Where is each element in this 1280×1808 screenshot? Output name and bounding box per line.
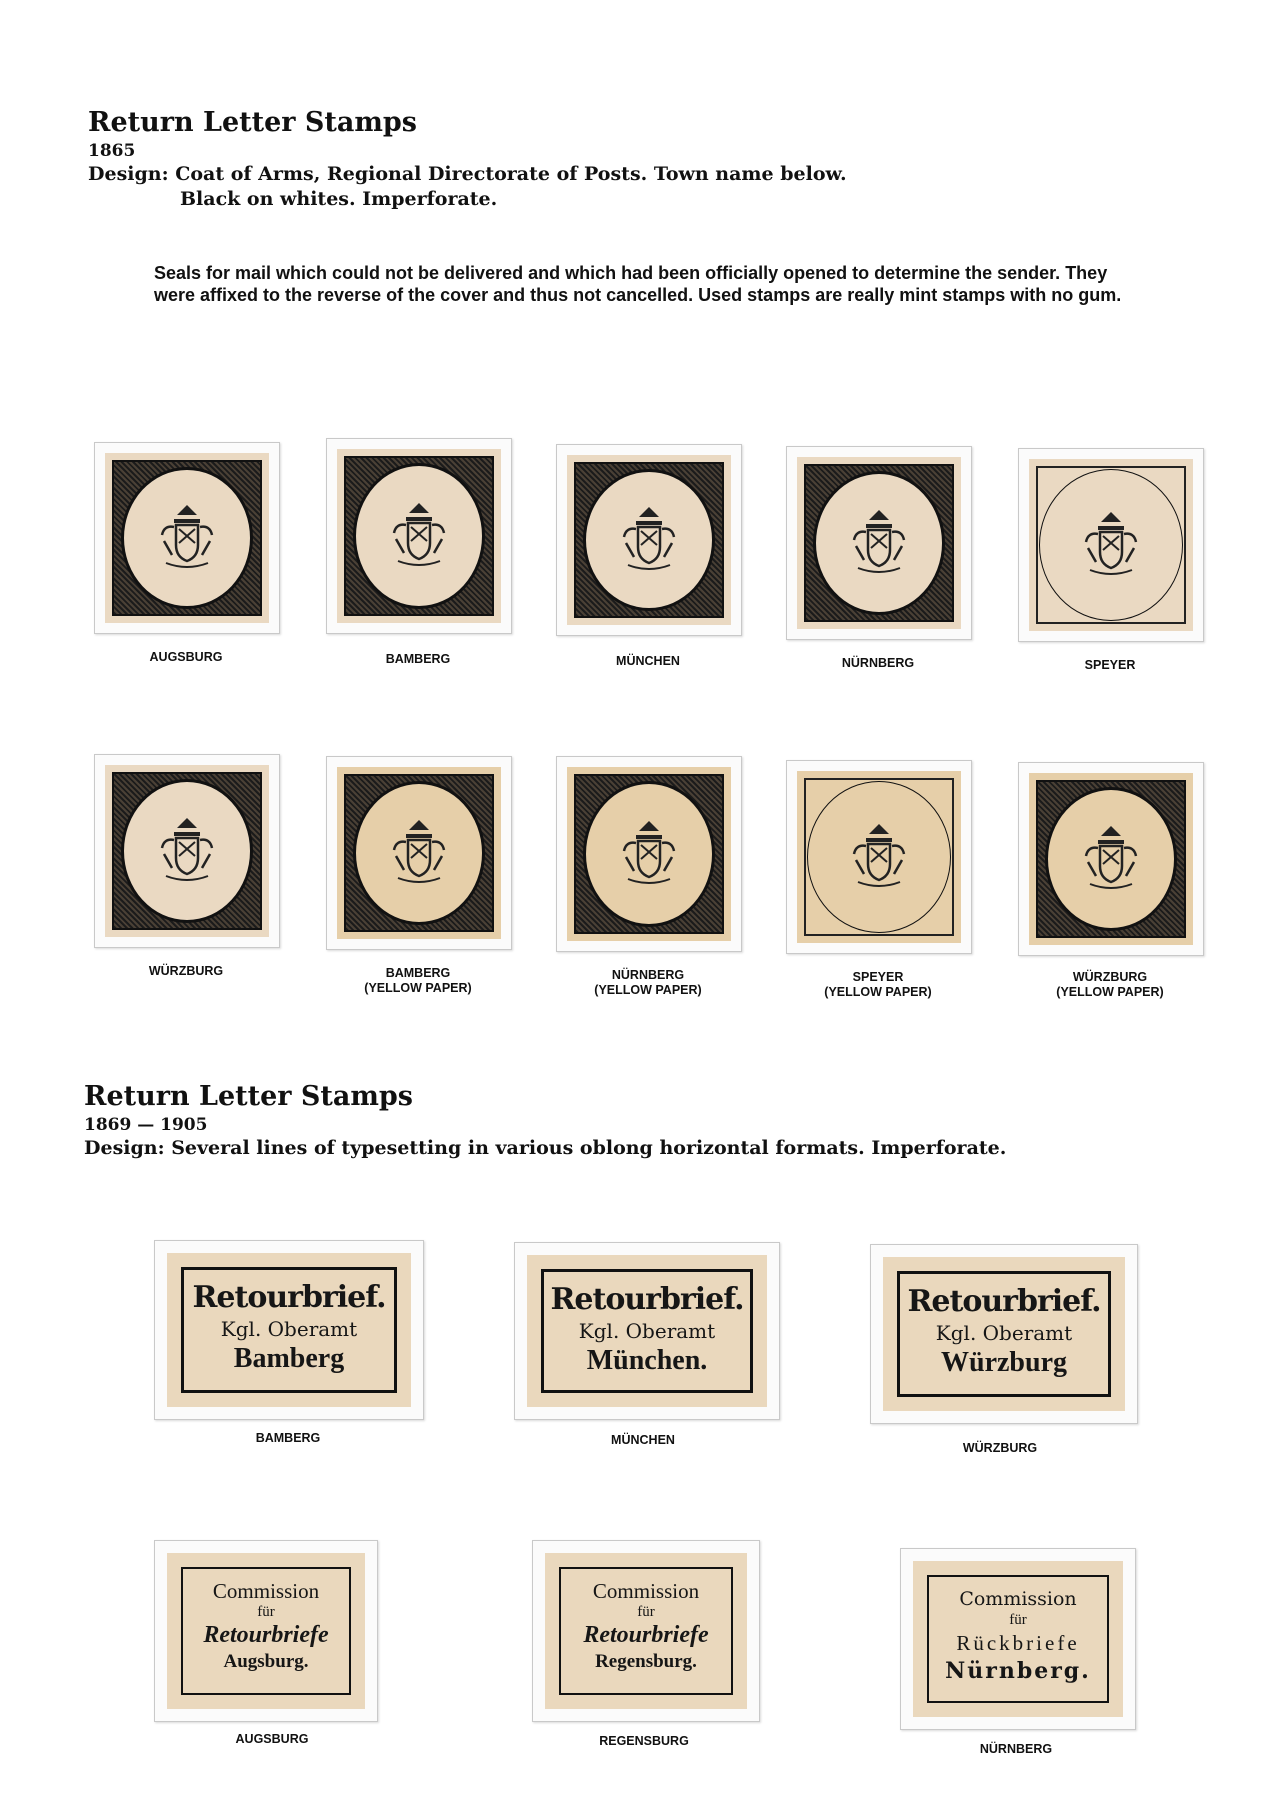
stamp-card[interactable]: [326, 756, 512, 950]
stamp-image: [913, 1561, 1123, 1717]
stamp-caption: NÜRNBERG: [841, 656, 915, 670]
stamp-caption: BAMBERG: [385, 652, 451, 666]
coat-of-arms-icon: [844, 820, 914, 894]
stamp-image: [1029, 459, 1193, 631]
stamp-image: [797, 457, 961, 629]
stamp-image: [337, 767, 501, 939]
coat-of-arms-icon: [152, 814, 222, 888]
stamp-line2: Kgl. Oberamt: [935, 1321, 1073, 1345]
stamp-image: [105, 765, 269, 937]
section2-heading: [84, 1080, 1006, 1161]
section1-title: Return Letter Stamps: [88, 107, 417, 138]
section2-title: Return Letter Stamps: [84, 1081, 413, 1112]
stamp-card[interactable]: [556, 756, 742, 952]
stamp-card[interactable]: [900, 1548, 1136, 1730]
stamp-card[interactable]: [154, 1240, 424, 1420]
stamp-line4: Nürnberg.: [945, 1658, 1091, 1684]
stamp-line2: für: [1009, 1612, 1027, 1628]
stamp-line4: Augsburg.: [223, 1651, 309, 1672]
stamp-caption: NÜRNBERG: [979, 1742, 1053, 1756]
stamp-card[interactable]: [870, 1244, 1138, 1424]
section1-design-line2: Black on whites. Imperforate.: [180, 188, 498, 210]
stamp-image: [797, 771, 961, 943]
stamp-caption: [1010, 970, 1210, 1000]
stamp-caption: MÜNCHEN: [616, 654, 680, 668]
coat-of-arms-icon: [384, 499, 454, 573]
stamp-caption-town: WÜRZBURG: [1072, 970, 1148, 984]
stamp-caption-town: WÜRZBURG: [148, 964, 224, 978]
coat-of-arms-icon: [384, 816, 454, 890]
coat-of-arms-icon: [1076, 508, 1146, 582]
stamp-line3: Retourbriefe: [583, 1622, 709, 1648]
stamp-image: [567, 767, 731, 941]
stamp-caption: MÜNCHEN: [611, 1433, 675, 1447]
stamp-caption: [778, 970, 978, 1000]
stamp-caption: REGENSBURG: [599, 1734, 689, 1748]
stamp-line1: Commission: [212, 1579, 320, 1603]
stamp-image: [167, 1553, 365, 1709]
stamp-line3: Bamberg: [233, 1343, 345, 1374]
stamp-line1: Commission: [959, 1588, 1077, 1610]
stamp-card[interactable]: [154, 1540, 378, 1722]
stamp-image: [1029, 773, 1193, 945]
stamp-image: [883, 1257, 1125, 1411]
stamp-card[interactable]: [1018, 762, 1204, 956]
stamp-line1: Retourbrief.: [907, 1284, 1101, 1319]
stamp-caption: AUGSBURG: [149, 650, 223, 664]
section1-year: 1865: [88, 141, 136, 161]
section2-year: 1869 — 1905: [84, 1115, 208, 1135]
stamp-image: [545, 1553, 747, 1709]
stamp-card[interactable]: [94, 442, 280, 634]
section1-heading: [88, 106, 847, 212]
stamp-image: [567, 455, 731, 625]
stamp-line2: Kgl. Oberamt: [220, 1317, 358, 1341]
stamp-card[interactable]: [556, 444, 742, 636]
stamp-caption: BAMBERG: [255, 1431, 321, 1445]
stamp-caption: SPEYER: [1084, 658, 1136, 672]
coat-of-arms-icon: [1076, 822, 1146, 896]
stamp-caption: WÜRZBURG: [962, 1441, 1038, 1455]
stamp-caption-note: (YELLOW PAPER): [824, 985, 932, 999]
stamp-card[interactable]: [1018, 448, 1204, 642]
stamp-caption-town: BAMBERG: [385, 966, 451, 980]
stamp-caption: AUGSBURG: [235, 1732, 309, 1746]
stamp-caption-note: (YELLOW PAPER): [594, 983, 702, 997]
stamp-caption-town: NÜRNBERG: [611, 968, 685, 982]
stamp-line2: Kgl. Oberamt: [578, 1319, 716, 1343]
stamp-caption-town: SPEYER: [852, 970, 904, 984]
stamp-image: [337, 449, 501, 623]
stamp-line1: Retourbrief.: [192, 1280, 386, 1315]
stamp-image: [167, 1253, 411, 1407]
stamp-caption: [318, 966, 518, 996]
stamp-card[interactable]: [326, 438, 512, 634]
stamp-card[interactable]: [532, 1540, 760, 1722]
coat-of-arms-icon: [844, 506, 914, 580]
stamp-line3: Rückbriefe: [956, 1631, 1080, 1655]
coat-of-arms-icon: [152, 501, 222, 575]
stamp-caption: [548, 968, 748, 998]
stamp-line1: Commission: [592, 1579, 700, 1603]
stamp-caption-note: (YELLOW PAPER): [1056, 985, 1164, 999]
stamp-line3: Würzburg: [941, 1347, 1067, 1378]
stamp-image: [527, 1255, 767, 1407]
stamp-card[interactable]: [786, 446, 972, 640]
section1-design-line1: Design: Coat of Arms, Regional Directorate of Posts. Town name below.: [88, 163, 847, 185]
section2-design: Design: Several lines of typesetting in various oblong horizontal formats. Imperforate.: [84, 1137, 1007, 1159]
stamp-image: [105, 453, 269, 623]
section1-intro: Seals for mail which could not be delivered and which had been officially opened to determine the sender. They were affixed to the reverse of the cover and thus not cancelled. Used stamps are really mint stamps with no gum.: [154, 263, 1122, 305]
coat-of-arms-icon: [614, 503, 684, 577]
stamp-line3: München.: [586, 1345, 708, 1376]
stamp-card[interactable]: [786, 760, 972, 954]
stamp-line3: Retourbriefe: [203, 1622, 329, 1648]
stamp-caption: [86, 964, 286, 979]
stamp-caption-note: (YELLOW PAPER): [364, 981, 472, 995]
stamp-line1: Retourbrief.: [550, 1282, 744, 1317]
stamp-line2: für: [257, 1604, 275, 1620]
stamp-card[interactable]: [94, 754, 280, 948]
stamp-card[interactable]: [514, 1242, 780, 1420]
coat-of-arms-icon: [614, 817, 684, 891]
stamp-line4: Regensburg.: [595, 1651, 697, 1672]
stamp-line2: für: [637, 1604, 655, 1620]
